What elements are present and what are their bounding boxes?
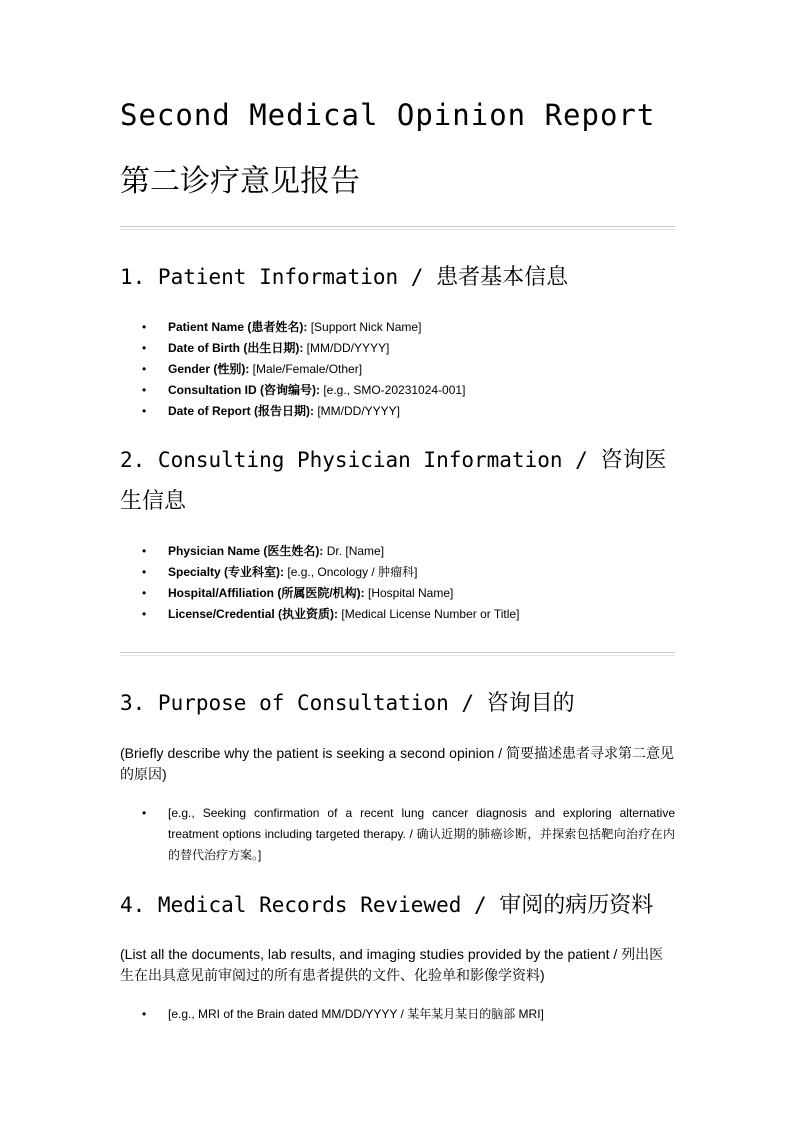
- list-item: [120, 338, 675, 359]
- purpose-example-list: [120, 803, 675, 866]
- heading-text-zh: 审阅的病历资料: [499, 893, 654, 918]
- section-heading-patient-information: [120, 257, 675, 298]
- horizontal-rule: [120, 652, 675, 656]
- field-value: [e.g., SMO-20231024-001]: [319, 383, 466, 397]
- records-description: (List all the documents, lab results, and imaging studies provided by the patient / 列出医生在出具意见前审阅过的所有患者提供的文件、化验单和影像学资料): [120, 946, 664, 983]
- field-value: [MM/DD/YYYY]: [303, 341, 390, 355]
- field-value: [Support Nick Name]: [307, 320, 422, 334]
- list-item: [120, 359, 675, 380]
- field-label: License/Credential (执业资质):: [168, 607, 339, 621]
- horizontal-rule: [120, 226, 675, 230]
- heading-text-en: 3. Purpose of Consultation /: [120, 691, 487, 715]
- list-item: • [e.g., Seeking confirmation of a recent lung cancer diagnosis and exploring alternative treatment options including targeted therapy. / 确认近期的肺癌诊断，并探索包括靶向治疗在内的替代治疗方案。]: [120, 803, 675, 866]
- field-label: Patient Name (患者姓名):: [168, 320, 308, 334]
- field-value: [Hospital Name]: [364, 586, 454, 600]
- field-label: Hospital/Affiliation (所属医院/机构):: [168, 586, 365, 600]
- field-label: Gender (性别):: [168, 362, 250, 376]
- heading-text-en: 4. Medical Records Reviewed /: [120, 893, 500, 917]
- heading-text-zh: 患者基本信息: [436, 265, 569, 290]
- field-value: Dr. [Name]: [323, 544, 385, 558]
- section-heading-consulting-physician: [120, 440, 675, 522]
- field-label: Physician Name (医生姓名):: [168, 544, 324, 558]
- heading-text-en: 2. Consulting Physician Information /: [120, 448, 601, 472]
- heading-text-en: 1. Patient Information /: [120, 265, 437, 289]
- list-item: [120, 317, 675, 338]
- field-label: Specialty (专业科室):: [168, 565, 285, 579]
- physician-information-list: [120, 541, 675, 625]
- heading-text-zh: 咨询目的: [486, 691, 575, 716]
- list-item: [120, 562, 675, 583]
- records-example-list: [120, 1004, 675, 1025]
- field-label: Date of Birth (出生日期):: [168, 341, 304, 355]
- field-value: [Male/Female/Other]: [249, 362, 363, 376]
- field-value: [e.g., Oncology / 肿瘤科]: [284, 565, 418, 579]
- list-item: [120, 604, 675, 625]
- purpose-description: (Briefly describe why the patient is seeking a second opinion / 简要描述患者寻求第二意见的原因): [120, 745, 674, 782]
- list-item: [120, 583, 675, 604]
- report-title-chinese: 第二诊疗意见报告: [120, 164, 360, 199]
- list-item: [120, 401, 675, 422]
- list-item: [120, 380, 675, 401]
- section-heading-medical-records-reviewed: [120, 885, 675, 926]
- field-value: [Medical License Number or Title]: [338, 607, 520, 621]
- field-label: Consultation ID (咨询编号):: [168, 383, 320, 397]
- heading-text-zh: 咨询医生信息: [120, 448, 667, 514]
- field-label: Date of Report (报告日期):: [168, 404, 314, 418]
- report-title-english: Second Medical Opinion Report: [120, 98, 656, 132]
- list-item: [120, 541, 675, 562]
- patient-information-list: [120, 317, 675, 422]
- field-value: [MM/DD/YYYY]: [314, 404, 401, 418]
- list-item: • [e.g., MRI of the Brain dated MM/DD/YYYY / 某年某月某日的脑部 MRI]: [120, 1004, 675, 1025]
- section-heading-purpose-of-consultation: [120, 683, 675, 724]
